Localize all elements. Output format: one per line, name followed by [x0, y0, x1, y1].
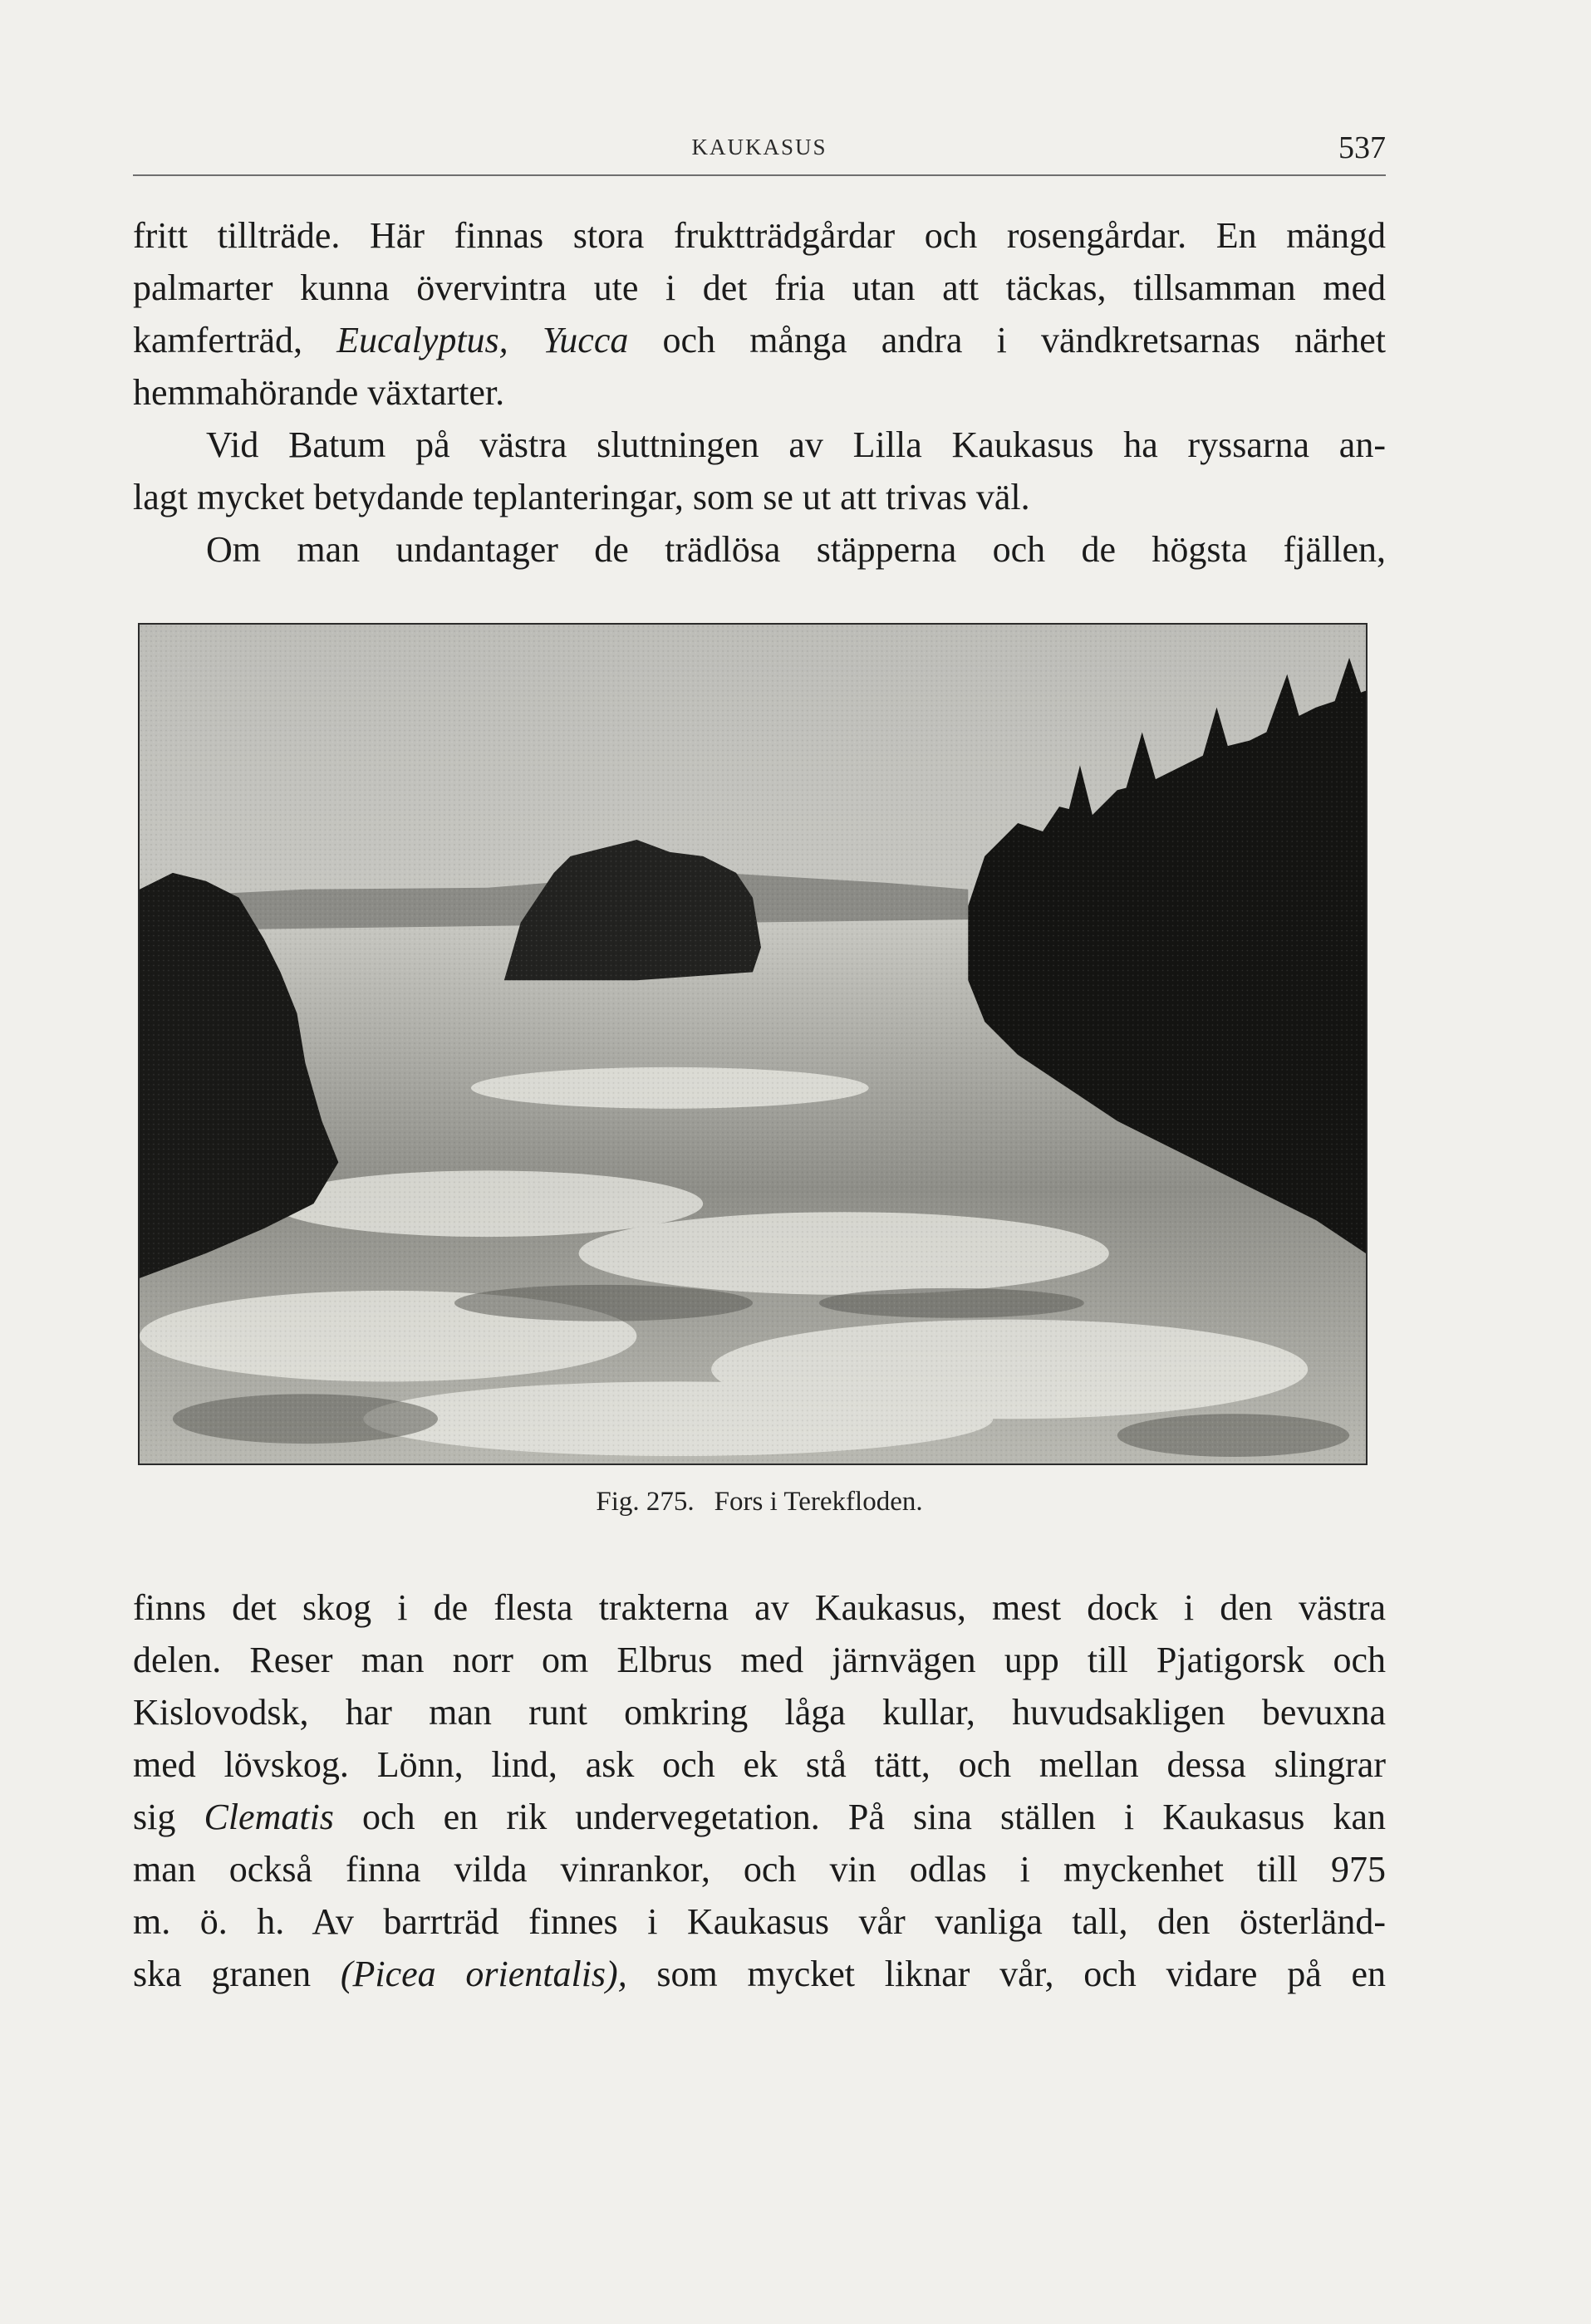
text-line: man också finna vilda vinrankor, och vin odlas i myckenhet till 975 [133, 1849, 1386, 1890]
running-head [133, 126, 1386, 176]
header-rule [133, 174, 1386, 176]
figure-caption-text: Fors i Terekfloden. [714, 1487, 923, 1517]
figure-caption [133, 1487, 1386, 1517]
text-line: delen. Reser man norr om Elbrus med järnvägen upp till Pjatigorsk och [133, 1640, 1386, 1680]
paragraph-3 [133, 523, 1386, 576]
italic-term-clematis: Clematis [204, 1797, 334, 1837]
paragraph-4 [133, 1581, 1386, 2000]
text-line: palmarter kunna övervintra ute i det fria utan att täckas, tillsamman med [133, 267, 1386, 308]
text-line: Vid Batum på västra sluttningen av Lilla Kaukasus ha ryssarna an- [206, 424, 1386, 465]
text-line: med lövskog. Lönn, lind, ask och ek stå tätt, och mellan dessa slingrar [133, 1744, 1386, 1785]
text-line: ska granen (Picea orientalis), som mycket liknar vår, och vidare på en [133, 1954, 1386, 1994]
italic-term-picea-orientalis: (Picea orientalis), [340, 1954, 627, 1994]
text-line: kamferträd, Eucalyptus, Yucca och många andra i vändkretsarnas närhet [133, 320, 1387, 360]
text-line: finns det skog i de flesta trakterna av Kaukasus, mest dock i den västra [133, 1587, 1386, 1628]
text-line: m. ö. h. Av barrträd finnes i Kaukasus vår vanliga tall, den österländ- [133, 1901, 1386, 1942]
paragraph-1 [133, 209, 1386, 419]
page-number: 537 [1338, 130, 1386, 165]
italic-term-eucalyptus: Eucalyptus, [336, 320, 508, 360]
river-rapids-photo [138, 623, 1368, 1465]
photo-illustration [140, 625, 1366, 1464]
text-line: sig Clematis och en rik undervegetation. På sina ställen i Kaukasus kan [133, 1797, 1386, 1837]
text-line: Om man undantager de trädlösa stäpperna och de högsta fjällen, [206, 529, 1386, 570]
running-head-title: KAUKASUS [691, 135, 827, 159]
text-line: hemmahörande växtarter. [133, 372, 505, 413]
text-line: lagt mycket betydande teplanteringar, som se ut att trivas väl. [133, 477, 1030, 517]
text-line: Kislovodsk, har man runt omkring låga kullar, huvudsakligen bevuxna [133, 1692, 1386, 1733]
figure-label: Fig. 275. [596, 1487, 695, 1517]
paragraph-2 [133, 419, 1386, 523]
italic-term-yucca: Yucca [542, 320, 629, 360]
text-line: fritt tillträde. Här finnas stora fruktträdgårdar och rosengårdar. En mängd [133, 215, 1386, 256]
